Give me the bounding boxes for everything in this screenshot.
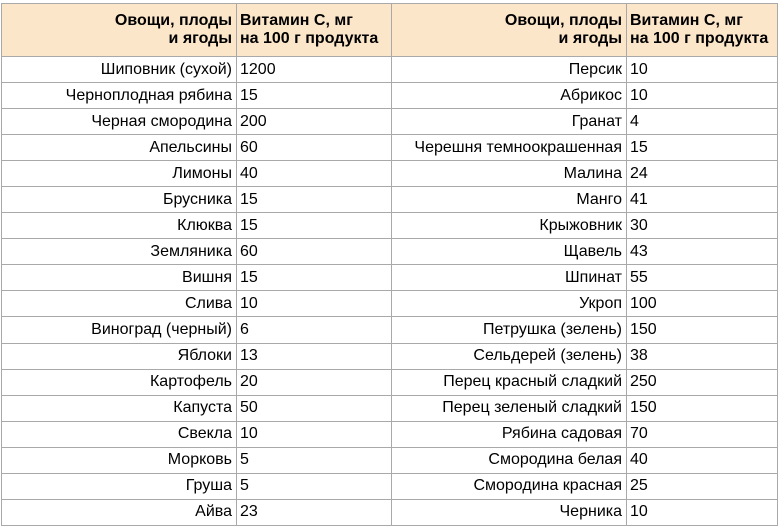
table-row bbox=[2, 161, 392, 187]
vitamin-c-value-cell: 13 bbox=[237, 343, 392, 369]
name-header-line2: и ягоды bbox=[168, 30, 232, 47]
product-name-cell: Вишня bbox=[2, 265, 237, 291]
product-name-cell: Черноплодная рябина bbox=[2, 83, 237, 109]
vitamin-c-value-cell: 10 bbox=[627, 499, 778, 525]
vitamin-c-value-cell: 43 bbox=[627, 239, 778, 265]
vitamin-c-value-cell: 23 bbox=[237, 499, 392, 525]
table-row bbox=[2, 213, 392, 239]
product-name-cell: Черешня темноокрашенная bbox=[392, 135, 627, 161]
product-name-cell: Малина bbox=[392, 161, 627, 187]
product-name-cell: Крыжовник bbox=[392, 213, 627, 239]
vitamin-c-value-cell: 4 bbox=[627, 109, 778, 135]
vitamin-c-value-cell: 15 bbox=[237, 83, 392, 109]
table-row bbox=[2, 135, 392, 161]
product-name-cell: Яблоки bbox=[2, 343, 237, 369]
table-row bbox=[392, 265, 778, 291]
product-name-cell: Черная смородина bbox=[2, 109, 237, 135]
table-row bbox=[2, 395, 392, 421]
product-name-cell: Апельсины bbox=[2, 135, 237, 161]
vitamin-c-value-cell: 6 bbox=[237, 317, 392, 343]
table-row bbox=[2, 473, 392, 499]
vitamin-c-value-cell: 25 bbox=[627, 473, 778, 499]
vitamin-c-value-cell: 38 bbox=[627, 343, 778, 369]
product-name-cell: Клюква bbox=[2, 213, 237, 239]
product-name-cell: Капуста bbox=[2, 395, 237, 421]
table-row bbox=[392, 447, 778, 473]
vitamin-c-value-cell: 250 bbox=[627, 369, 778, 395]
header-row bbox=[392, 4, 778, 57]
product-name-cell: Картофель bbox=[2, 369, 237, 395]
table-row bbox=[2, 447, 392, 473]
product-name-cell: Щавель bbox=[392, 239, 627, 265]
table-row bbox=[392, 421, 778, 447]
table-row bbox=[392, 187, 778, 213]
product-name-cell: Морковь bbox=[2, 447, 237, 473]
vitamin-c-value-cell: 10 bbox=[237, 291, 392, 317]
table-row bbox=[392, 109, 778, 135]
table-row bbox=[2, 369, 392, 395]
vitamin-c-value-cell: 24 bbox=[627, 161, 778, 187]
value-header-line1: Витамин С, мг bbox=[630, 12, 743, 29]
table-row bbox=[392, 317, 778, 343]
product-name-cell: Петрушка (зелень) bbox=[392, 317, 627, 343]
product-name-cell: Сельдерей (зелень) bbox=[392, 343, 627, 369]
vitamin-c-value-cell: 1200 bbox=[237, 57, 392, 83]
vitamin-c-value-cell: 15 bbox=[237, 265, 392, 291]
vitamin-c-value-cell: 10 bbox=[627, 83, 778, 109]
product-name-cell: Слива bbox=[2, 291, 237, 317]
product-name-cell: Земляника bbox=[2, 239, 237, 265]
table-row bbox=[392, 343, 778, 369]
product-name-cell: Рябина садовая bbox=[392, 421, 627, 447]
vitamin-c-value-cell: 60 bbox=[237, 239, 392, 265]
product-name-cell: Манго bbox=[392, 187, 627, 213]
table-row bbox=[392, 473, 778, 499]
value-column-header bbox=[627, 4, 778, 57]
table-row bbox=[392, 395, 778, 421]
product-name-cell: Черника bbox=[392, 499, 627, 525]
product-name-cell: Смородина белая bbox=[392, 447, 627, 473]
product-name-cell: Укроп bbox=[392, 291, 627, 317]
vitamin-c-value-cell: 55 bbox=[627, 265, 778, 291]
product-name-cell: Айва bbox=[2, 499, 237, 525]
table-row bbox=[392, 291, 778, 317]
vitamin-c-value-cell: 15 bbox=[237, 213, 392, 239]
vitamin-c-value-cell: 5 bbox=[237, 447, 392, 473]
name-header-line1: Овощи, плоды bbox=[504, 12, 622, 29]
product-name-cell: Гранат bbox=[392, 109, 627, 135]
value-column-header bbox=[237, 4, 392, 57]
table-row bbox=[2, 317, 392, 343]
table-row bbox=[2, 239, 392, 265]
header-row bbox=[2, 4, 392, 57]
vitamin-c-table bbox=[1, 3, 777, 526]
table-row bbox=[392, 369, 778, 395]
product-name-cell: Свекла bbox=[2, 421, 237, 447]
table-row bbox=[2, 421, 392, 447]
vitamin-c-value-cell: 5 bbox=[237, 473, 392, 499]
vitamin-c-value-cell: 41 bbox=[627, 187, 778, 213]
value-header-line1: Витамин С, мг bbox=[240, 12, 353, 29]
right-table bbox=[391, 3, 778, 526]
product-name-cell: Перец красный сладкий bbox=[392, 369, 627, 395]
product-name-cell: Шпинат bbox=[392, 265, 627, 291]
table-row bbox=[2, 109, 392, 135]
vitamin-c-value-cell: 10 bbox=[627, 57, 778, 83]
product-name-cell: Персик bbox=[392, 57, 627, 83]
value-header-line2: на 100 г продукта bbox=[240, 30, 379, 47]
table-row bbox=[392, 57, 778, 83]
vitamin-c-value-cell: 15 bbox=[627, 135, 778, 161]
product-name-cell: Брусника bbox=[2, 187, 237, 213]
vitamin-c-value-cell: 10 bbox=[237, 421, 392, 447]
vitamin-c-value-cell: 30 bbox=[627, 213, 778, 239]
table-row bbox=[2, 291, 392, 317]
product-name-cell: Перец зеленый сладкий bbox=[392, 395, 627, 421]
table-row bbox=[392, 83, 778, 109]
vitamin-c-value-cell: 200 bbox=[237, 109, 392, 135]
table-row bbox=[392, 499, 778, 525]
vitamin-c-value-cell: 150 bbox=[627, 395, 778, 421]
vitamin-c-value-cell: 150 bbox=[627, 317, 778, 343]
left-table bbox=[1, 3, 392, 526]
table-row bbox=[392, 161, 778, 187]
table-row bbox=[2, 343, 392, 369]
name-column-header bbox=[2, 4, 237, 57]
table-row bbox=[392, 213, 778, 239]
value-header-line2: на 100 г продукта bbox=[630, 30, 769, 47]
table-row bbox=[2, 57, 392, 83]
vitamin-c-value-cell: 50 bbox=[237, 395, 392, 421]
table-row bbox=[2, 499, 392, 525]
table-row bbox=[392, 135, 778, 161]
vitamin-c-value-cell: 70 bbox=[627, 421, 778, 447]
product-name-cell: Смородина красная bbox=[392, 473, 627, 499]
right-table-body bbox=[392, 57, 778, 526]
vitamin-c-value-cell: 40 bbox=[237, 161, 392, 187]
table-row bbox=[2, 83, 392, 109]
product-name-cell: Виноград (черный) bbox=[2, 317, 237, 343]
table-row bbox=[2, 187, 392, 213]
vitamin-c-value-cell: 40 bbox=[627, 447, 778, 473]
left-table-body bbox=[2, 57, 392, 526]
vitamin-c-value-cell: 60 bbox=[237, 135, 392, 161]
product-name-cell: Абрикос bbox=[392, 83, 627, 109]
product-name-cell: Груша bbox=[2, 473, 237, 499]
vitamin-c-value-cell: 20 bbox=[237, 369, 392, 395]
table-row bbox=[2, 265, 392, 291]
name-column-header bbox=[392, 4, 627, 57]
product-name-cell: Шиповник (сухой) bbox=[2, 57, 237, 83]
vitamin-c-value-cell: 100 bbox=[627, 291, 778, 317]
name-header-line1: Овощи, плоды bbox=[114, 12, 232, 29]
product-name-cell: Лимоны bbox=[2, 161, 237, 187]
table-row bbox=[392, 239, 778, 265]
name-header-line2: и ягоды bbox=[558, 30, 622, 47]
vitamin-c-value-cell: 15 bbox=[237, 187, 392, 213]
